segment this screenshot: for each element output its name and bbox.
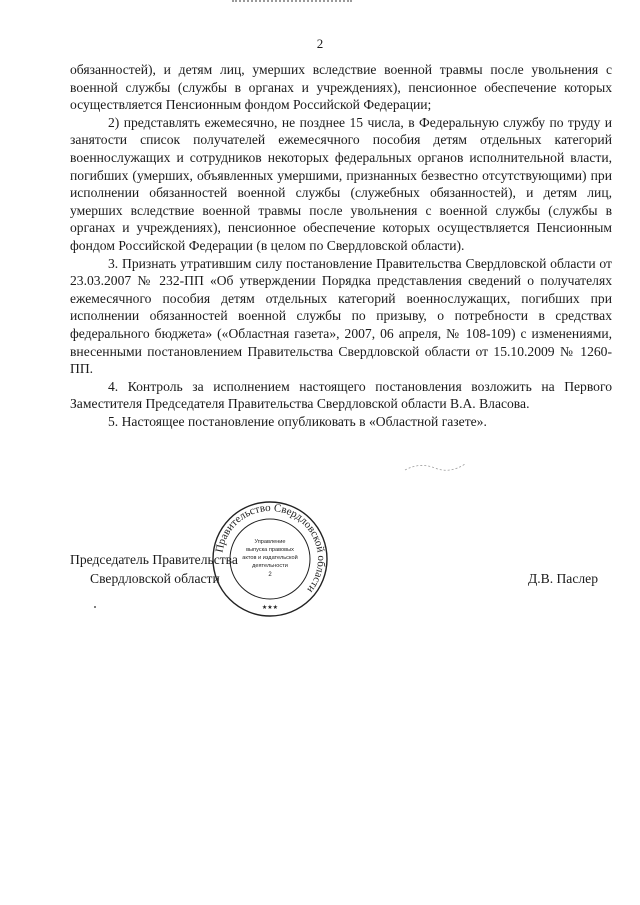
paragraph-item-4: 4. Контроль за исполнением настоящего постановления возложить на Первого Заместителя Председателя Правительства Свердловской области В.А. Власова. [70,378,612,412]
stamp-outer-text: Правительство Свердловской области [213,501,328,596]
document-body [70,61,612,430]
top-scan-mark [232,0,352,8]
stamp-inner-line-4: деятельности [252,563,288,569]
paragraph-item-3: 3. Признать утратившим силу постановление Правительства Свердловской области от 23.03.2007 № 232-ПП «Об утверждении Порядка представления сведений о получателях ежемесячного пособия детям отдельных категорий военнослужащих, погибших при исполнении обязанностей военной службы по призыву, о потребности в средствах федерального бюджета» («Областная газета», 2007, 06 апреля, № 108-109) с изменениями, внесенными постановлением Правительства Свердловской области от 15.10.2009 № 1260-ПП. [70,255,612,377]
stamp-inner-line-2: выпуска правовых [246,547,294,553]
signature-scribble [400,440,470,480]
paragraph-continuation: обязанностей), и детям лиц, умерших вследствие военной травмы после увольнения с военной службы (службы в органах и учреждениях), пенсионное обеспечение которых осуществляется Пенсионным фондом Российской Федерации; [70,62,612,113]
signatory-title-line2: Свердловской области [90,571,220,586]
signatory-title-line1: Председатель Правительства [70,552,238,567]
stamp-inner-line-5: 2 [268,572,272,578]
stamp-inner-line-1: Управление [254,539,286,545]
scan-artifact-dot [94,606,96,608]
official-stamp [210,499,330,619]
stamp-inner-line-3: актов и издательской [242,555,298,561]
stamp-stars: ★★★ [261,604,279,611]
paragraph-item-2: 2) представлять ежемесячно, не позднее 15 числа, в Федеральную службу по труду и занятости список получателей ежемесячного пособия детям отдельных категорий военнослужащих и сотрудников некоторых федеральных органов исполнительной власти, погибших (умерших, объявленных умершими, признанных безвестно отсутствующими) при исполнении обязанностей военной службы (служебных обязанностей), и детям лиц, умерших вследствие военной травмы после увольнения с военной службы (службы в органах и учреждениях), пенсионное обеспечение которых осуществляется Пенсионным фондом Российской Федерации (в целом по Свердловской области). [70,114,612,253]
signatory-name: Д.В. Паслер [527,571,598,586]
page-number: 2 [316,36,324,51]
paragraph-item-5: 5. Настоящее постановление опубликовать в «Областной газете». [108,413,487,429]
